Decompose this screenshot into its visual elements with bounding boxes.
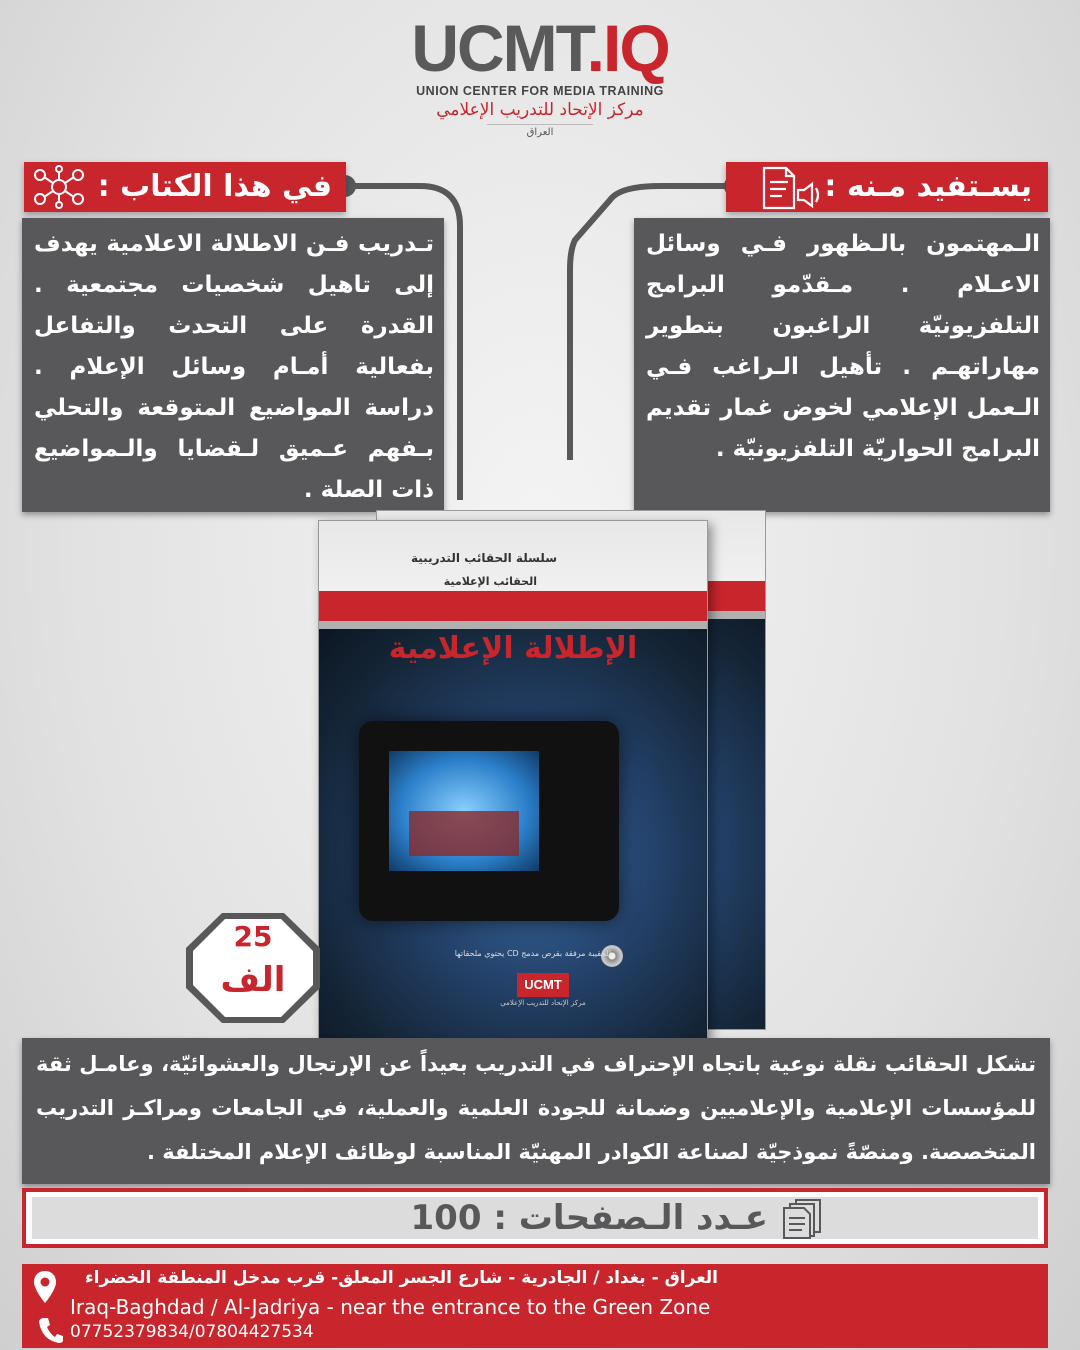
cd-note: الحقيبة مرفقة بقرص مدمج CD يحتوي ملحقاتها — [454, 949, 611, 958]
brand-logo — [380, 12, 700, 152]
book-series: سلسلة الحقائب التدريبية — [411, 551, 557, 565]
in-this-book-header — [24, 162, 346, 212]
address-english: Iraq-Baghdad / Al-Jadriya - near the entrance to the Green Zone — [70, 1295, 711, 1319]
in-this-book-panel — [22, 218, 444, 512]
cover-logo: UCMT — [517, 973, 569, 997]
page-count-box — [22, 1188, 1048, 1248]
beneficiaries-panel — [634, 218, 1050, 512]
price-badge — [182, 910, 324, 1026]
phone-icon — [38, 1316, 64, 1344]
network-people-icon — [30, 165, 88, 209]
logo-arabic-name: مركز الإتحاد للتدريب الإعلامي — [436, 100, 644, 120]
price-amount: 25 — [233, 920, 273, 953]
document-speaker-icon — [756, 166, 822, 210]
beneficiaries-title: يسـتفيد مـنه : — [824, 169, 1032, 204]
description-panel — [22, 1038, 1050, 1184]
book-subseries: الحقائب الإعلامية — [443, 575, 537, 588]
beneficiaries-header — [726, 162, 1048, 212]
book-title: الإطلالة الإعلامية — [388, 631, 638, 666]
price-unit: الف — [220, 960, 286, 1000]
contact-footer — [22, 1264, 1048, 1348]
location-pin-icon — [32, 1270, 58, 1304]
description-text: تشكل الحقائب نقلة نوعية باتجاه الإحتراف في التدريب بعيداً عن الإرتجال والعشوائيّة، وعامـل ثقة للمؤسسات الإعلامية والإعلاميين وضمانة للجودة العلمية والعملية، في الجامعات ومراكـز التدريب المتخصصة. ومنصّةً نموذجيّة لصناعة الكوادر المهنيّة المناسبة لوظائف الإعلام المختلفة . — [36, 1052, 1036, 1164]
documents-icon — [778, 1198, 828, 1240]
book-cover-image — [318, 510, 768, 1038]
page-count-label: عـدد الـصفحات : 100 — [410, 1198, 768, 1238]
logo-mark: UCMT.IQ — [411, 11, 669, 85]
phone-numbers[interactable]: 07752379834/07804427534 — [70, 1322, 314, 1342]
in-this-book-text: تـدريب فـن الاطلالة الاعلامية يهدف إلى تاهيل شخصيات مجتمعية . القدرة على التحدث والتفاعل بفعالية أمـام وسائل الإعلام . دراسة المواضيع المتوقعة والتحلي بـفهم عـميق لـقضايا والـمواضيع ذات الصلة . — [34, 231, 434, 503]
beneficiaries-text: الـمهتمون بالـظهور فـي وسائل الاعـلام . مـقدّمو البرامج التلفزيونيّة الراغبون بتطوير مهاراتهـم . تأهيل الـراغب فـي الـعمل الإعلامي لخوض غمار تقديم البرامج الحواريّة التلفزيونيّة . — [646, 231, 1040, 462]
logo-country: العراق — [487, 124, 594, 138]
logo-english-name: UNION CENTER FOR MEDIA TRAINING — [416, 84, 664, 98]
book-front-cover — [318, 520, 708, 1040]
cover-logo-subtitle: مركز الإتحاد للتدريب الإعلامي — [500, 999, 586, 1007]
address-arabic: العراق - بغداد / الجادرية - شارع الجسر المعلق- قرب مدخل المنطقة الخضراء — [84, 1268, 718, 1288]
in-this-book-title: في هذا الكتاب : — [97, 169, 332, 204]
